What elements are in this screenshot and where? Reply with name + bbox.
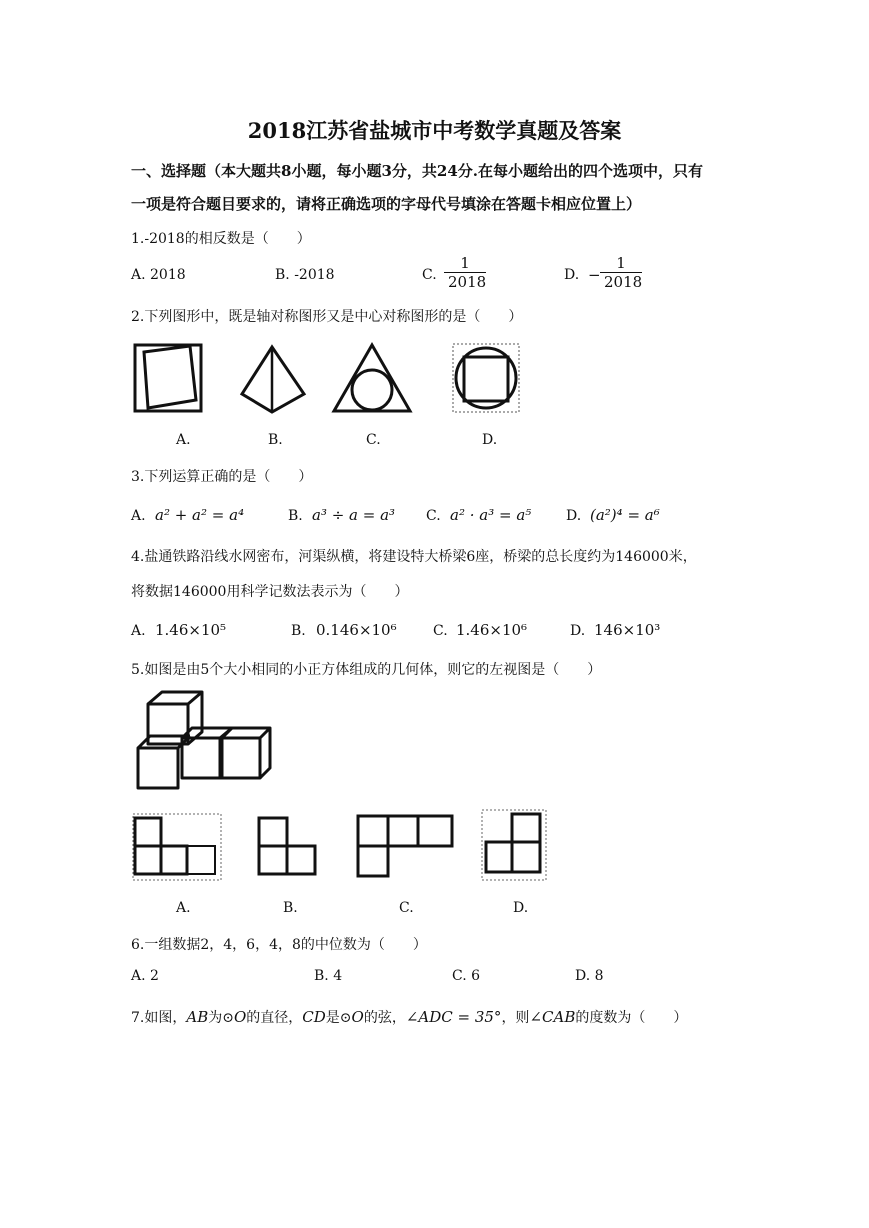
q4-stem-line2: 将数据146000用科学记数法表示为（ ） [131,584,409,600]
q7-text-4: 是⊙ [325,1010,352,1026]
q5-label-c: C. [399,900,414,916]
q7-text-2: 为⊙ [208,1010,234,1026]
q6-option-b: B. 4 [314,968,343,984]
q5-option-a-view [131,812,223,882]
q7-text-6: ，则 [501,1010,530,1026]
q7-text-3: 的直径， [246,1010,303,1026]
q4-option-c-label: C. [433,623,448,639]
q7-angle-adc: ∠ADC = 35° [405,1008,502,1026]
q1-c-numerator: 1 [460,254,470,272]
q7-circle-o-2: O [351,1008,364,1026]
q7-segment-cd: CD [302,1008,326,1026]
q3-option-d-label: D. [566,508,582,524]
q1-option-a: A. 2018 [131,267,186,283]
q3-stem: 3.下列运算正确的是（ ） [131,469,313,485]
q2-figure-a-squares [132,342,204,414]
q5-stem: 5.如图是由5个大小相同的小正方体组成的几何体，则它的左视图是（ ） [131,662,602,678]
q7-angle-cab: ∠CAB [529,1008,576,1026]
q2-label-b: B. [268,432,283,448]
q1-d-numerator: 1 [616,254,626,272]
q7-text-7: 的度数为（ ） [575,1010,688,1026]
q4-option-c-expr: 1.46×10⁶ [456,621,528,639]
q5-option-c-view [354,810,458,882]
q7-stem [131,1007,687,1027]
q2-label-d: D. [482,432,498,448]
q3-option-a-label: A. [131,508,146,524]
q6-option-d: D. 8 [575,968,604,984]
q3-option-a-expr: a² + a² = a⁴ [155,506,245,524]
q7-text-1: 7.如图， [131,1010,187,1026]
q5-label-d: D. [513,900,529,916]
q1-option-b: B. -2018 [275,267,335,283]
q1-option-d-sign: − [588,266,601,284]
q5-label-b: B. [283,900,298,916]
q1-option-c-fraction [444,254,486,291]
q2-label-a: A. [176,432,191,448]
q2-figure-d-circle-square [450,340,522,416]
q4-option-d-expr: 146×10³ [594,621,661,639]
q4-option-a-label: A. [131,623,146,639]
q4-option-b-label: B. [291,623,306,639]
q6-option-c: C. 6 [452,968,481,984]
q4-option-a-expr: 1.46×10⁵ [155,621,227,639]
q7-text-5: 的弦， [363,1010,406,1026]
section-header-line1: 一、选择题（本大题共8小题，每小题3分，共24分.在每小题给出的四个选项中，只有 [131,162,703,180]
q1-c-denominator: 2018 [448,273,487,291]
q7-segment-ab: AB [186,1008,209,1026]
q2-figure-c-triangle-circle [330,342,414,414]
q5-option-b-view [255,812,321,882]
q5-cubes-figure [132,688,274,792]
q5-label-a: A. [176,900,191,916]
q2-stem: 2.下列图形中，既是轴对称图形又是中心对称图形的是（ ） [131,309,523,325]
q6-stem: 6.一组数据2，4，6，4，8的中位数为（ ） [131,937,427,953]
q2-figure-b-tetrahedron [238,344,308,414]
q3-option-b-label: B. [288,508,303,524]
page-title: 2018江苏省盐城市中考数学真题及答案 [247,118,622,143]
q4-stem-line1: 4.盐通铁路沿线水网密布，河渠纵横，将建设特大桥梁6座，桥梁的总长度约为146000米， [131,549,697,565]
q1-option-d-label: D. [564,267,580,283]
q3-option-d-expr: (a²)⁴ = a⁶ [590,506,660,524]
q4-option-d-label: D. [570,623,586,639]
q3-option-c-expr: a² · a³ = a⁵ [450,506,532,524]
q4-option-b-expr: 0.146×10⁶ [316,621,397,639]
q1-option-d-fraction [600,254,642,291]
q1-stem: 1.-2018的相反数是（ ） [131,231,311,247]
q1-d-denominator: 2018 [604,273,643,291]
q3-option-b-expr: a³ ÷ a = a³ [312,506,396,524]
q1-option-c-label: C. [422,267,437,283]
section-header-line2: 一项是符合题目要求的，请将正确选项的字母代号填涂在答题卡相应位置上） [131,195,642,213]
q2-label-c: C. [366,432,381,448]
q3-option-c-label: C. [426,508,441,524]
q7-circle-o-1: O [233,1008,247,1026]
q5-option-d-view [480,808,548,882]
q6-option-a: A. 2 [131,968,159,984]
